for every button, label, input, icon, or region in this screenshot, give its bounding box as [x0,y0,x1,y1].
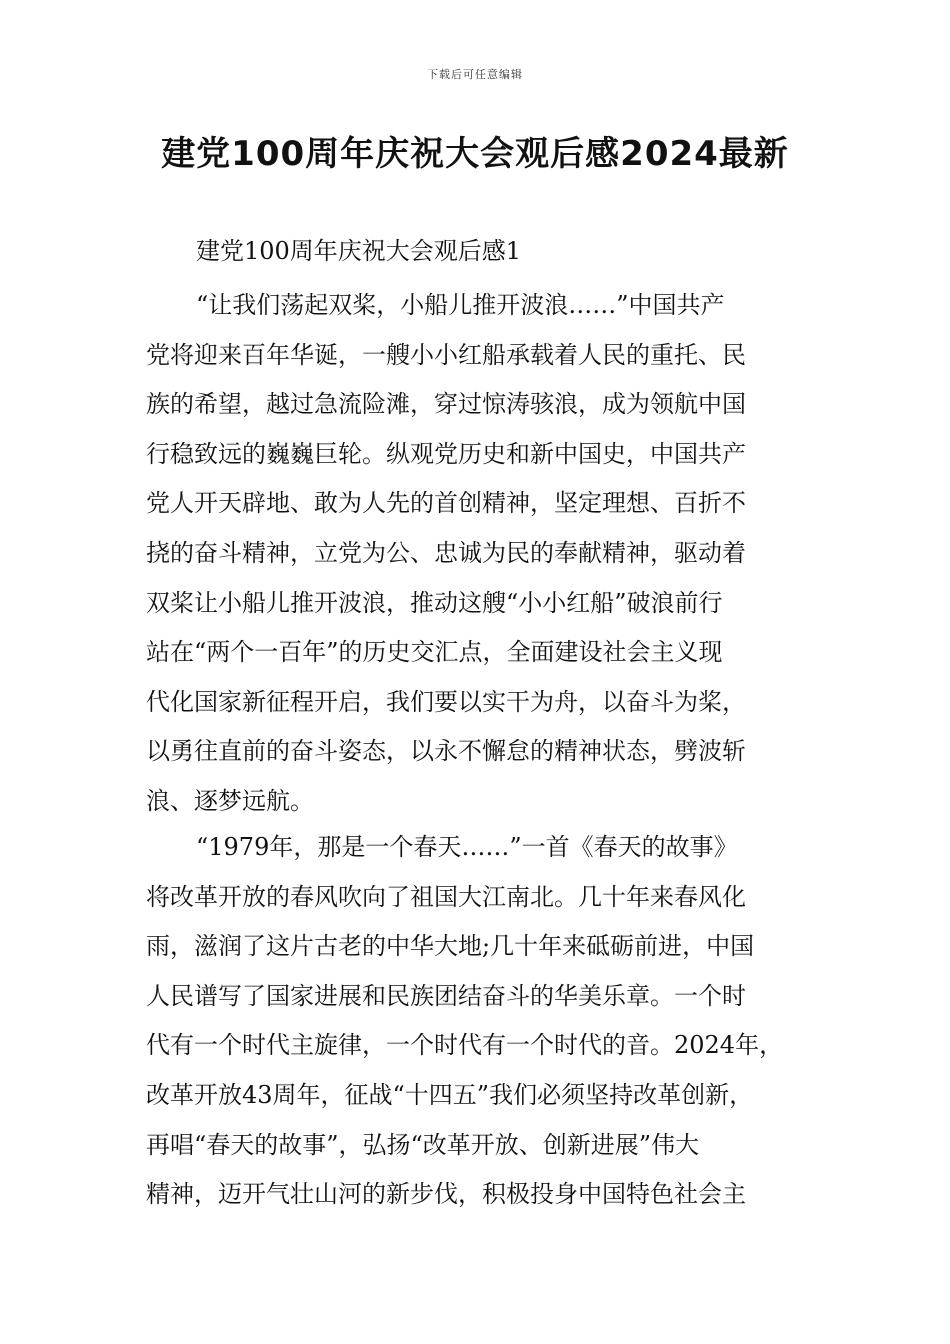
paragraph-line: “1979年，那是一个春天……”一首《春天的故事》 [196,833,738,861]
paragraph-line: 改革开放43周年，征战“十四五”我们必须坚持改革创新， [146,1080,754,1109]
paragraph-line: “让我们荡起双桨，小船儿推开波浪……”中国共产 [196,291,725,319]
paragraph-2 [146,823,806,1220]
header-note: 下载后可任意编辑 [427,68,523,81]
paragraph-line: 浪、逐梦远航。 [146,786,314,815]
paragraph-1 [146,281,806,827]
paragraph-line: 人民谱写了国家进展和民族团结奋斗的华美乐章。一个时 [146,981,746,1010]
paragraph-line: 党将迎来百年华诞，一艘小小红船承载着人民的重托、民 [146,340,746,369]
paragraph-line: 挠的奋斗精神，立党为公、忠诚为民的奉献精神，驱动着 [146,538,746,567]
paragraph-line: 精神，迈开气壮山河的新步伐，积极投身中国特色社会主 [146,1180,746,1209]
paragraph-line: 将改革开放的春风吹向了祖国大江南北。几十年来春风化 [146,882,746,911]
paragraph-line: 代有一个时代主旋律，一个时代有一个时代的音。2024年， [146,1031,784,1060]
paragraph-line: 行稳致远的巍巍巨轮。纵观党历史和新中国史，中国共产 [146,439,746,468]
paragraph-line: 以勇往直前的奋斗姿态，以永不懈怠的精神状态，劈波斩 [146,737,746,766]
paragraph-line: 党人开天辟地、敢为人先的首创精神，坚定理想、百折不 [146,489,746,518]
paragraph-line: 族的希望，越过急流险滩，穿过惊涛骇浪，成为领航中国 [146,390,746,419]
paragraph-line: 代化国家新征程开启，我们要以实干为舟，以奋斗为桨， [146,687,746,716]
paragraph-line: 雨，滋润了这片古老的中华大地;几十年来砥砺前进，中国 [146,932,755,961]
section-title: 建党100周年庆祝大会观后感1 [196,237,522,265]
paragraph-line: 双桨让小船儿推开波浪，推动这艘“小小红船”破浪前行 [146,588,723,617]
document-title: 建党100周年庆祝大会观后感2024最新 [161,134,789,174]
paragraph-line: 再唱“春天的故事”，弘扬“改革开放、创新进展”伟大 [146,1130,700,1159]
paragraph-line: 站在“两个一百年”的历史交汇点，全面建设社会主义现 [146,638,723,667]
